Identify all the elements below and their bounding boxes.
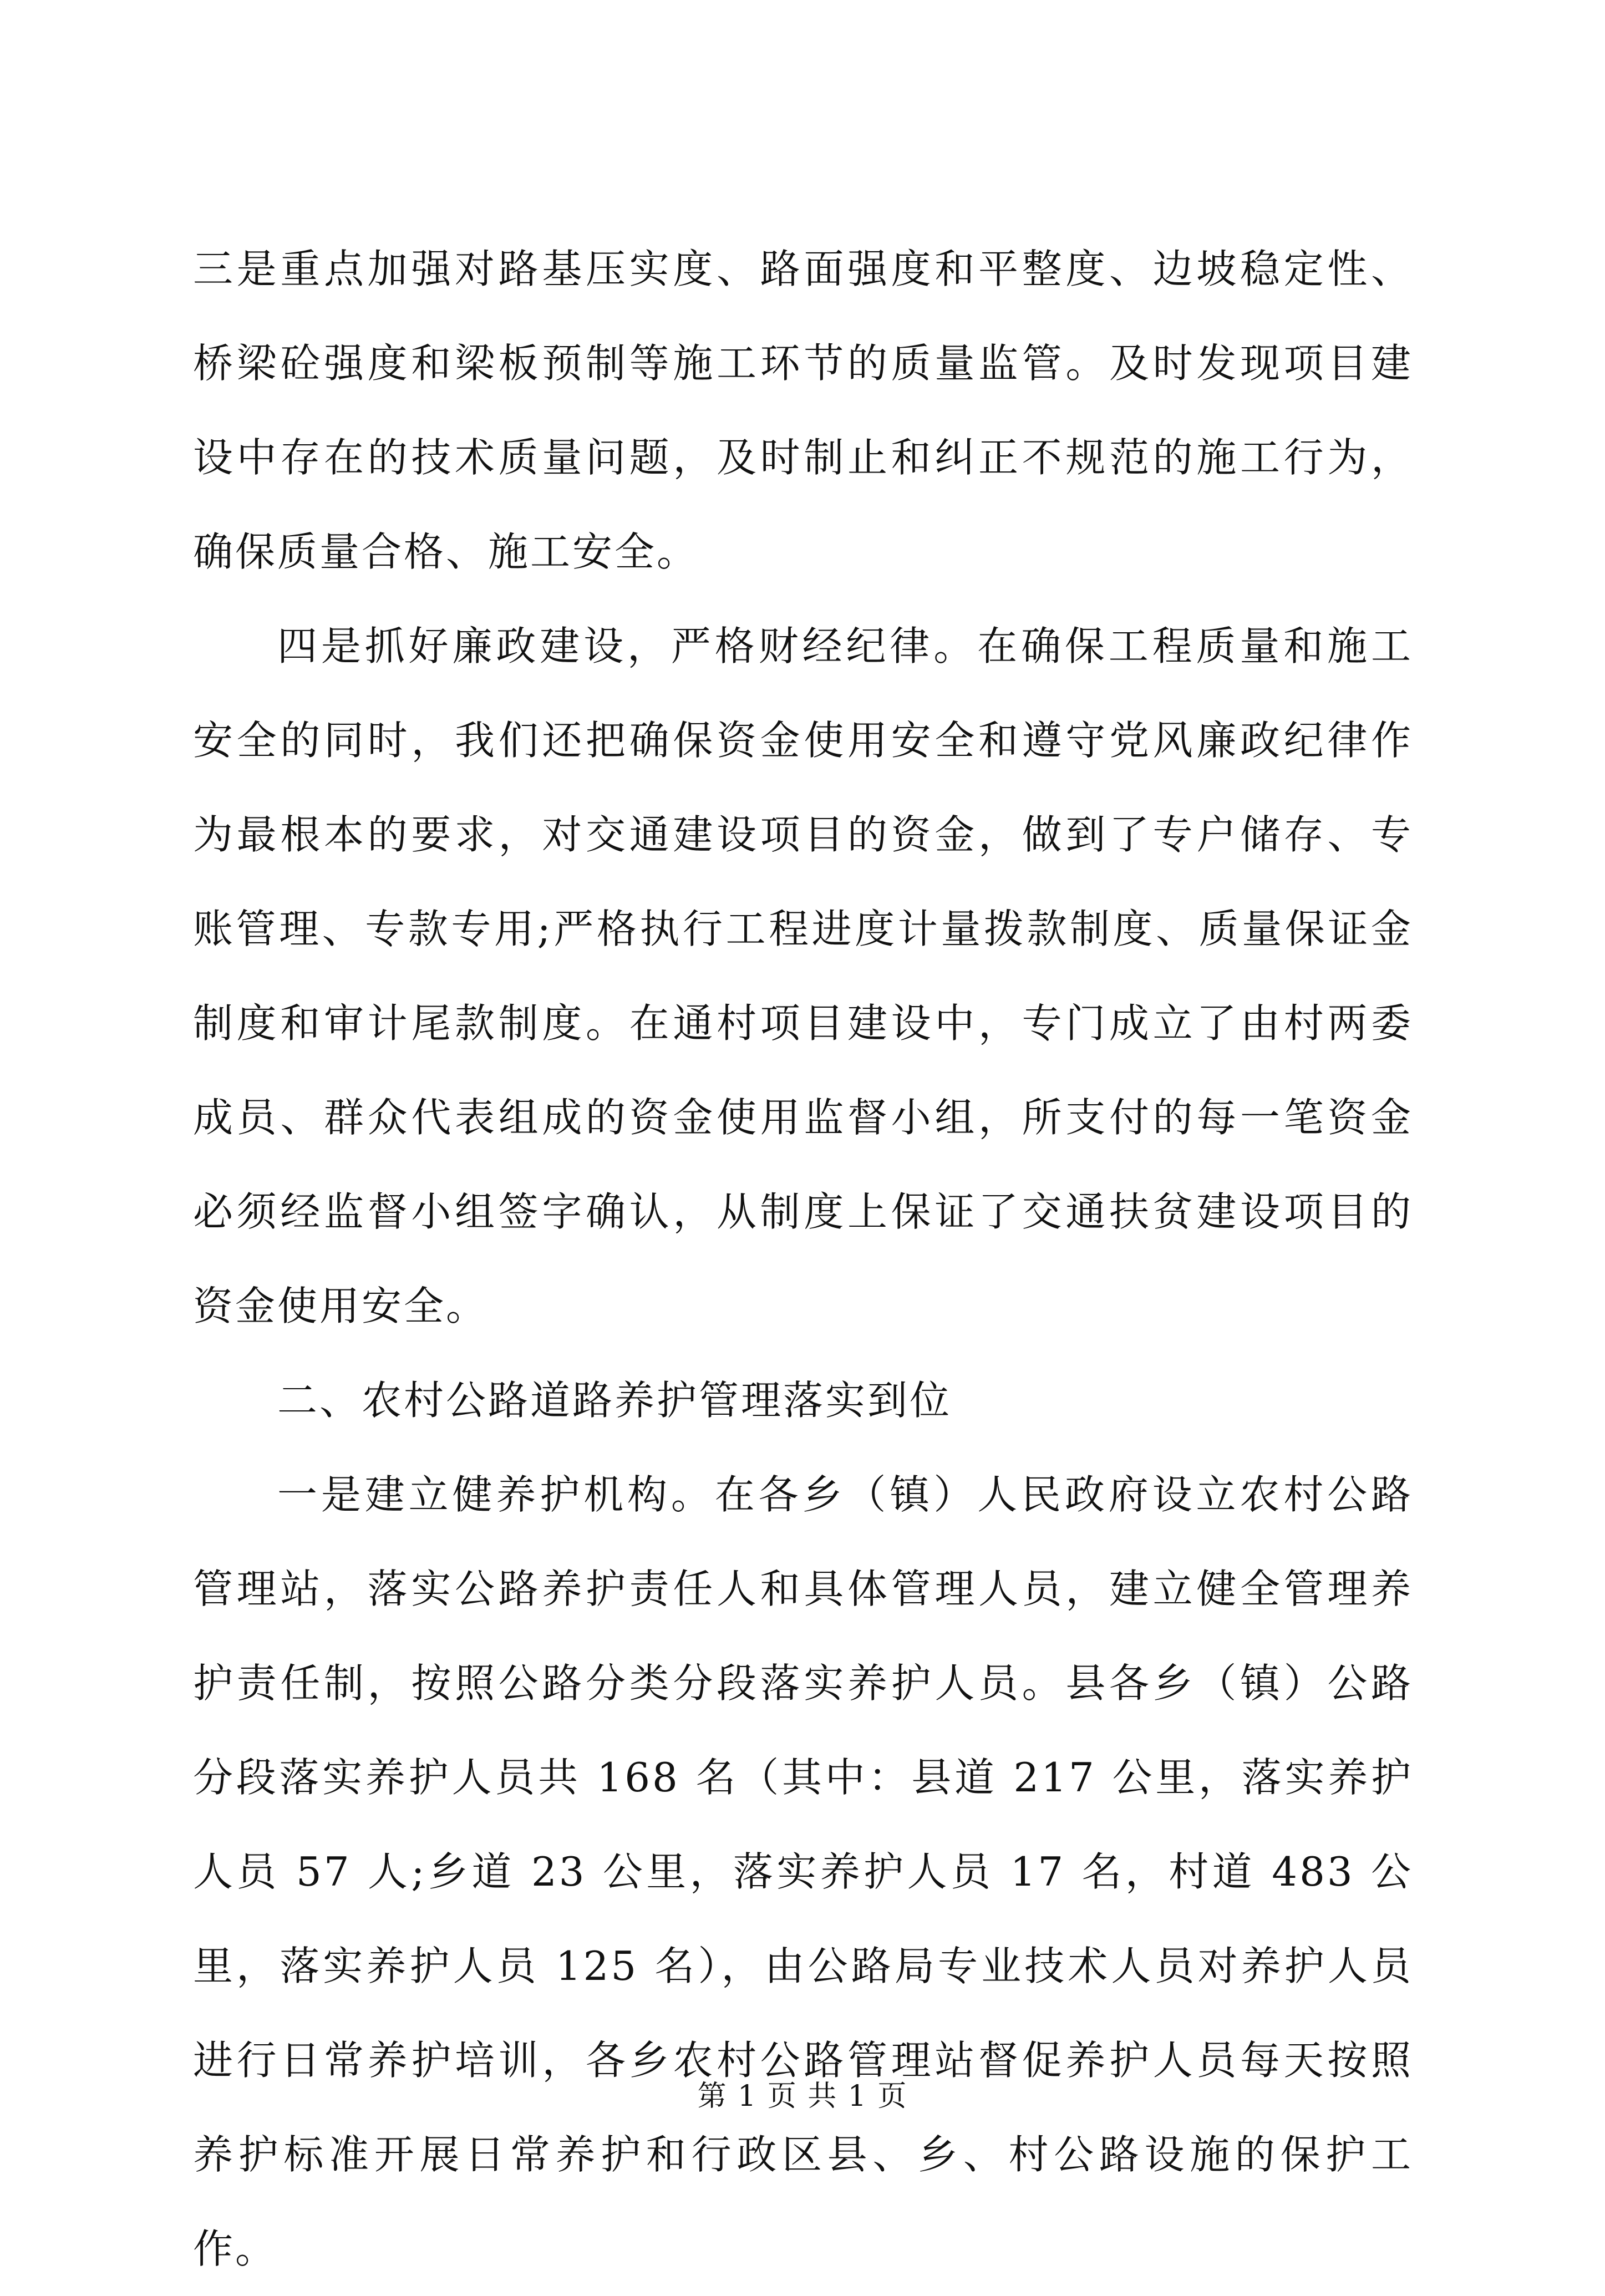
document-body <box>193 222 1413 2296</box>
paragraph-quality-supervision: 三是重点加强对路基压实度、路面强度和平整度、边坡稳定性、桥梁砼强度和梁板预制等施工环节的质量监管。及时发现项目建设中存在的技术质量问题，及时制止和纠正不规范的施工行为，确保质量合格、施工安全。 <box>193 246 1413 575</box>
section-heading-road-maintenance: 二、农村公路道路养护管理落实到位 <box>277 1377 952 1424</box>
page-number-footer: 第 1 页 共 1 页 <box>697 2080 908 2113</box>
paragraph-maintenance-organization: 一是建立健养护机构。在各乡（镇）人民政府设立农村公路管理站，落实公路养护责任人和具体管理人员，建立健全管理养护责任制，按照公路分类分段落实养护人员。县各乡（镇）公路分段落实养护人员共 168 名（其中：县道 217 公里，落实养护人员 57 人;乡道 23 公里，落实养护人员 17 名，村道 483 公里，落实养护人员 125 名），由公路局专业技术人员对养护人员进行日常养护培训，各乡农村公路管理站督促养护人员每天按照养护标准开展日常养护和行政区县、乡、村公路设施的保护工作。 <box>193 1471 1413 2272</box>
paragraph-integrity-finance: 四是抓好廉政建设，严格财经纪律。在确保工程质量和施工安全的同时，我们还把确保资金使用安全和遵守党风廉政纪律作为最根本的要求，对交通建设项目的资金，做到了专户储存、专账管理、专款专用;严格执行工程进度计量拨款制度、质量保证金制度和审计尾款制度。在通村项目建设中，专门成立了由村两委成员、群众代表组成的资金使用监督小组，所支付的每一笔资金必须经监督小组签字确认，从制度上保证了交通扶贫建设项目的资金使用安全。 <box>193 623 1413 1329</box>
